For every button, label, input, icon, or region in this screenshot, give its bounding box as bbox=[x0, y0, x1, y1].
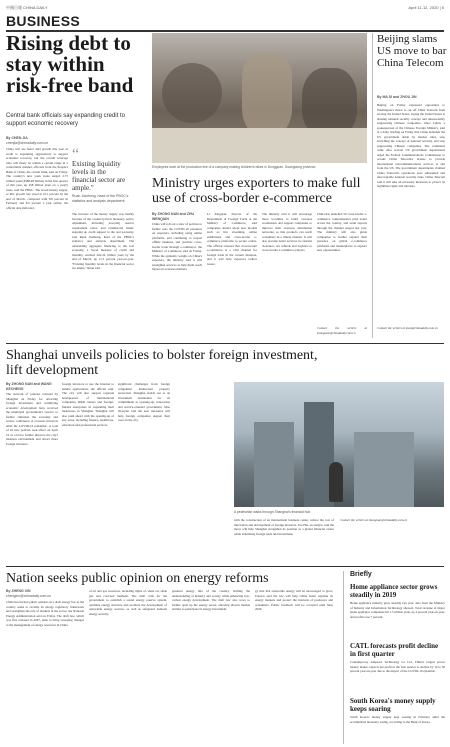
shanghai-column-3: significant challenges from foreign companies' intellectual property protection. Shanghai stands out as an investment destination for its commitment to opening-up, innovation and service-oriented government. Mao Xiaoyun said the new measures will help foreign companies deepen their roots in the city. bbox=[118, 382, 170, 422]
ministry-byline: By ZHONG NAN and ZHU WENQIAN bbox=[152, 212, 194, 221]
nation-column-3: greenest energy mix of the country, shifting the understanding of industry and society while enhancing low-carbon energy development. The draft law also vows to further open up the energy sector, allowing diverse market entities to participate in energy investment. bbox=[172, 589, 250, 611]
briefly-label: Briefly bbox=[350, 571, 372, 578]
ministry-column-2: Li Xingqian, director of the Department of Foreign Trade at the Ministry of Commerce, said companies should adopt new models such as live streaming, online exhibitions and cross-border e-commerce platforms to secure orders. The official stressed that cross-border e-commerce is a vital channel for foreign trade in the current situation, and it will help exporters reduce losses. bbox=[207, 212, 257, 266]
lead-deck: Central bank officials say expanding credit to support economic recovery bbox=[6, 113, 125, 127]
pull-quote-text: Existing liquidity levels in the financial sector are ample." bbox=[72, 160, 126, 192]
shanghai-rule bbox=[6, 343, 444, 344]
factory-photo bbox=[152, 33, 367, 163]
lead-column-1: China will see faster debt growth this year as credit is expanding aggressively to support economic recovery, but the overall leverage ratio will likely be within a certain range in a controllable manner, officials from the People's Bank of China, the central bank, said on Friday. The country's new yuan loans surged 2.73 trillion yuan ($388.48 billion) in the first quarter of this year, up 458 billion yuan on a yearly basis, said the PBOC. The broad money supply, or M2, growth rate stood at 10.1 percent by the end of March, compared with 8.8 percent in February and 8.6 percent a year earlier, the official data indicated. bbox=[6, 147, 68, 210]
shanghai-photo-caption: A pedestrian walks through Shanghai's financial hub. bbox=[234, 510, 312, 514]
brief-3-headline: South Korea's money supply keeps soaring bbox=[350, 697, 436, 713]
side-body: Beijing on Friday expressed opposition to Washington's threat to cut off China Telecom from serving the United States, saying the United States is abusing national security concept and unreasonably suppressing Chinese companies. Zhao Lijian, a spokesperson of the Chinese Foreign Ministry, said at a daily briefing on Friday that China demands the US government abide by market rules, stop stretching the concept of national security, and stop suppressing Chinese companies. The comments came after several US government departments urged the Federal Communications Commission to revoke China Telecom's license to provide international telecommunications services to and from the US. The government departments claimed China Telecom's operations pose substantial and unacceptable national security risks. China Telecom said it will take all necessary measures to protect its legitimate rights and interests. bbox=[377, 103, 445, 188]
nation-column-4: gy mix that renewable energy will be encouraged to grow. Experts said the law will help China better regulate its energy markets and protect the interests of producers and consumers. Public feedback will be accepted until May 2020. bbox=[255, 589, 333, 611]
lead-byline bbox=[6, 136, 66, 145]
shanghai-column-4: with the construction of an international business center, reduce the cost of innovation and development of foreign investors. Tao Hai, an analyst, said the move will help Shanghai strengthen its position as a global financial center while stabilizing foreign trade and investment. bbox=[234, 518, 334, 536]
pull-quote-attribution: Ruan Jianhong, head of the PBOC's statistics and analysis department bbox=[72, 194, 129, 203]
section-title: BUSINESS bbox=[6, 13, 80, 29]
shanghai-photo bbox=[234, 382, 444, 507]
briefly-divider bbox=[343, 571, 344, 744]
nation-byline-email: zhengxin@chinadaily.com.cn bbox=[6, 593, 52, 598]
shanghai-column-2: foreign investors to use the Internet to handle applications, the official said. The city will also support regional headquarters of multinational companies, R&D centers and foreign-funded enterprises in expanding their businesses in Shanghai. Shanghai will also push ahead with the opening-up of key areas, including finance, healthcare, education and professional services. bbox=[62, 382, 114, 427]
side-headline: Beijing slams US move to bar China Telecom bbox=[377, 33, 447, 69]
nation-byline-name: By ZHENG XIN bbox=[6, 589, 31, 593]
nation-column-2: of oil and gas resources, including rights of, shale oil, shale gas and coal-bed methane. The draft calls for the government to establish a sound energy reserve system, optimize energy structure and promote the development of renewable energy sources, as well as safeguard national energy security. bbox=[89, 589, 167, 616]
brief-1-body: Home appliance industry grew steadily last year, data from the Ministry of Industry and Information Technology showed. Total revenue of major home appliance companies hit 1.5 trillion yuan, up 4 percent year-on-year, and profits rose 7 percent. bbox=[350, 601, 445, 619]
ministry-headline: Ministry urges exporters to make full use of cross-border e-commerce bbox=[152, 176, 361, 206]
ministry-column-4: China has launched 59 cross-border e-commerce comprehensive pilot zones across the country, and retail exports through the channel surged last year. The ministry will also guide companies to further expand their presence on global e-commerce platforms and marketplaces to explore new opportunities. bbox=[317, 212, 367, 252]
masthead bbox=[6, 3, 444, 13]
brief-1-headline: Home appliance sector grows steadily in 2019 bbox=[350, 583, 438, 599]
ministry-photo-caption: Employees work at the production line of a company making children's bikes in Dongguan, Guangdong province. bbox=[152, 165, 317, 169]
side-byline: By MA SI and ZHOU JIN bbox=[377, 95, 417, 99]
ministry-column-3: The ministry said it will encourage more localities to build overseas warehouses and support companies to improve their overseas distribution networks, so that products can reach consumers in a timely manner. It will also provide better services in customs clearance, tax refunds and logistics to cross-border e-commerce players. bbox=[262, 212, 312, 252]
nation-headline: Nation seeks public opinion on energy reforms bbox=[6, 571, 269, 586]
side-divider bbox=[372, 33, 373, 338]
shanghai-headline: Shanghai unveils policies to bolster foreign investment, lift development bbox=[6, 348, 318, 378]
pull-quote bbox=[72, 146, 132, 204]
lead-column-2: The increase of the money supply was mainly because of the countercyclical monetary policy adjustment, including lowering reserve requirement ratios, and commercial banks' stepping up credit support to the real economy, said Ruan Jianhong, head of the PBOC's statistics and analysis department. The outstanding aggregate financing to the real economy, a broad measure of credit and liquidity, reached 262.24 trillion yuan by the end of March, up 11.5 percent year-on-year. "Existing liquidity levels in the financial sector are ample," Ruan said. bbox=[72, 212, 134, 270]
ministry-column-1: China will roll out a slew of policies to further ease the COVID-19 pressures on exporters, including using online platforms, and continuing to reopen offline business, and promote cross-border trade through e-commerce, the Ministry of Commerce said on Friday. While the epidemic weighs on China's exporters, the ministry said it will strengthen services to help them reach buyers in overseas markets. bbox=[152, 222, 202, 271]
masthead-left: 中國日報 CHINA DAILY bbox=[6, 5, 48, 10]
shanghai-contact: Contact the writers at zhongnan@chinadaily.com.cn bbox=[340, 518, 408, 522]
lead-byline-name: By CHEN JIA bbox=[6, 136, 28, 140]
shanghai-column-1: The network of policies released by Shanghai on Friday for attracting foreign investment and solidifying economic development have received the municipal government's resolve to further stimulate the economy and restore confidence of overseas investors amid the COVID-19 pandemic. A total of 24 new policies took effect on April 10 as a bid to further improve the city's business environment and attract more foreign investors. bbox=[6, 392, 58, 446]
lead-byline-email: chenjia@chinadaily.com.cn bbox=[6, 140, 49, 145]
brief-2-headline: CATL forecasts profit decline in first quarter bbox=[350, 642, 439, 658]
ministry-contact: Contact the writers at zhongnan@chinadaily.com.cn bbox=[317, 326, 367, 335]
brief-2-body: Contemporary Amperex Technology Co Ltd, China's largest power battery maker, expects net profit in the first quarter to decline by 10 to 30 percent year-on-year due to the impact of the COVID-19 epidemic. bbox=[350, 660, 445, 673]
nation-byline bbox=[6, 589, 66, 598]
brief-3-body: South Korea's money supply kept soaring in February amid the accumulated monetary easing, according to the Bank of Korea. bbox=[350, 715, 445, 724]
quote-mark-icon: “ bbox=[72, 146, 80, 163]
lead-headline: Rising debt to stay within risk-free band bbox=[6, 31, 134, 97]
nation-rule bbox=[6, 566, 444, 567]
shanghai-byline: By ZHONG NAN and WANG KECHENG bbox=[6, 382, 52, 391]
side-contact: Contact the writers at masi@chinadaily.com.cn bbox=[377, 326, 438, 330]
nation-column-1: China has invited public opinion on a draft energy law as the country seeks to revamp its energy regulatory framework and strengthen the role of markets in the sector, the National Energy Administration said on Friday. The draft law, which was first released in 2007, aims to bring sweeping changes to the management of energy resources in China. bbox=[6, 600, 84, 627]
masthead-right: April 11-12, 2020 | 5 bbox=[408, 5, 444, 10]
